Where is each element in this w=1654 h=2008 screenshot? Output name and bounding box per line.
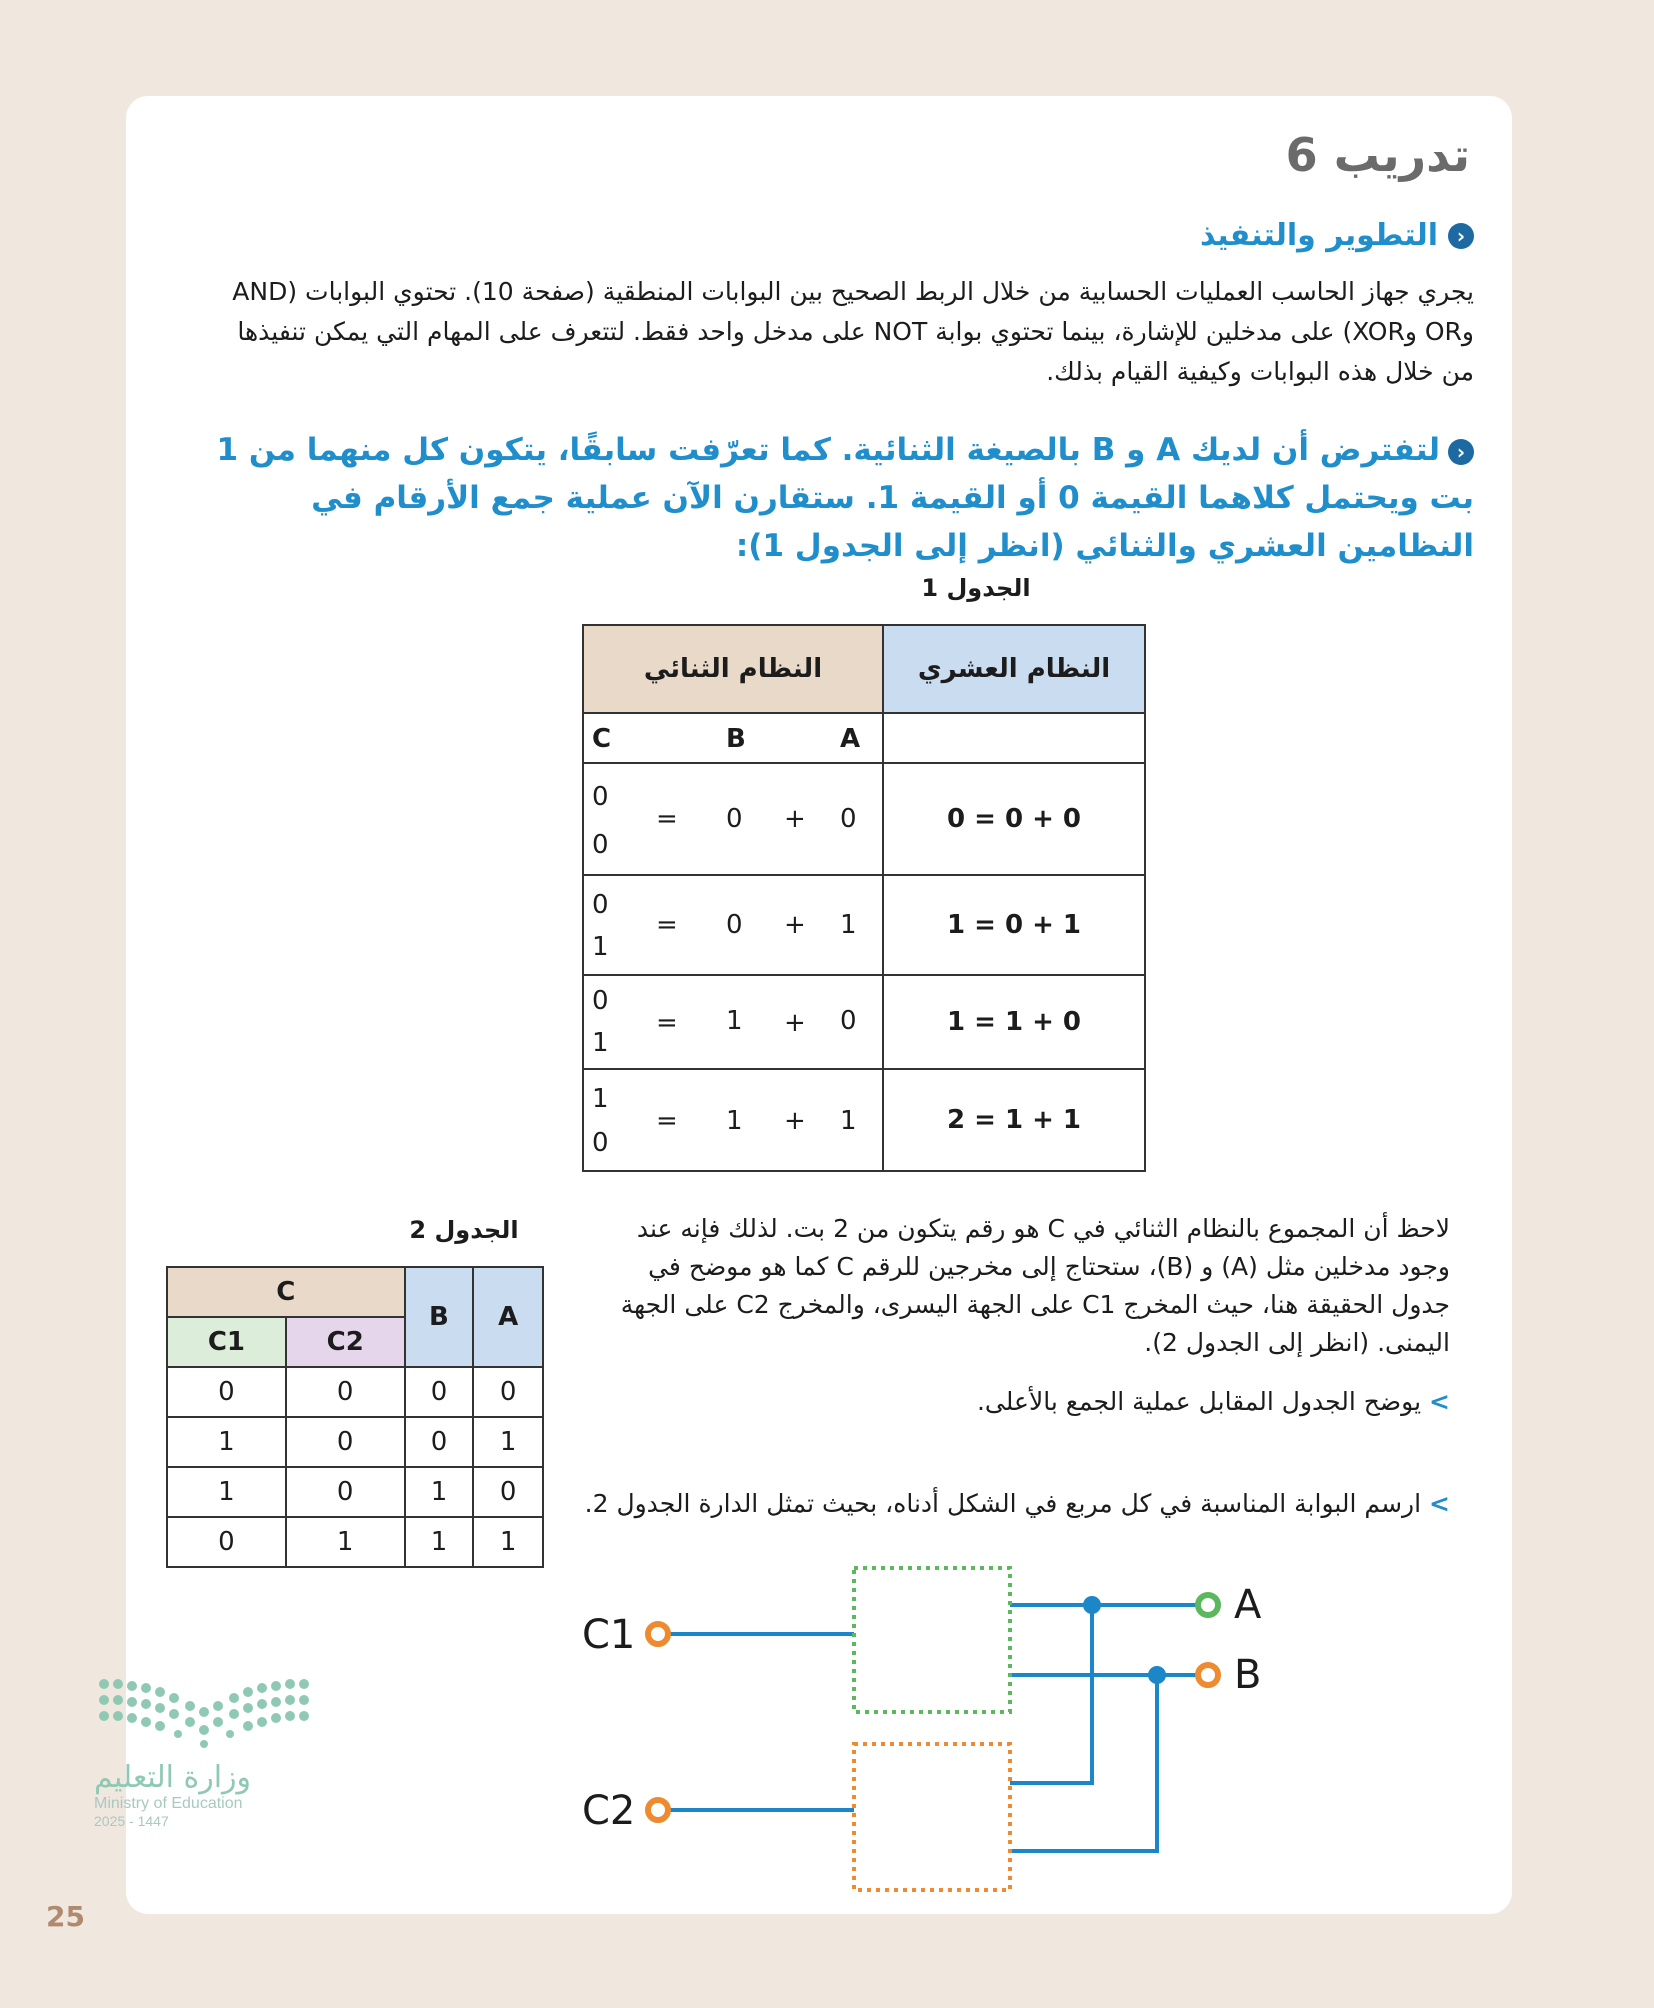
note-paragraph: لاحظ أن المجموع بالنظام الثنائي في C هو رقم يتكون من 2 بت. لذلك فإنه عند وجود مدخلين مثل (A) و (B)، ستحتاج إلى مخرجين للرقم C كما هو موضح في جدول الحقيقة هنا، حيث المخرج C1 على الجهة اليسرى، والمخرج C2 على الجهة اليمنى. (انظر إلى الجدول 2). [620, 1214, 1450, 1357]
cell-c2: 0 [286, 1367, 405, 1417]
table2-caption: الجدول 2 [409, 1216, 519, 1244]
development-heading-text: التطوير والتنفيذ [1199, 218, 1438, 253]
wire-b-to-gate2 [1010, 1675, 1157, 1851]
cell-c1: 0 [167, 1517, 286, 1567]
table1-caption: الجدول 1 [921, 574, 1031, 602]
decimal-cell: 1 = 1 + 0 [883, 975, 1145, 1069]
gate-box-c1[interactable] [854, 1568, 1010, 1712]
cell-c2: 1 [286, 1517, 405, 1567]
table2-head-a: A [473, 1267, 543, 1367]
table2-head-c2: C2 [286, 1317, 405, 1367]
bullet-marker-icon: > [1429, 1489, 1450, 1518]
cell-b: 0 [405, 1417, 474, 1467]
table2-head-c: C [167, 1267, 405, 1317]
a-value: 1 [840, 910, 857, 940]
table2-head-c1: C1 [167, 1317, 286, 1367]
ministry-english-name: Ministry of Education [94, 1795, 243, 1812]
equals-sign: = [656, 910, 678, 940]
decimal-cell: 2 = 1 + 1 [883, 1069, 1145, 1171]
ministry-logo-icon [94, 1672, 314, 1752]
table1-header-binary: النظام الثنائي [583, 625, 883, 713]
terminal-c1 [648, 1624, 668, 1644]
cell-a: 1 [473, 1517, 543, 1567]
ministry-arabic-name: وزارة التعليم [94, 1760, 252, 1795]
decimal-cell: 1 = 0 + 1 [883, 875, 1145, 975]
c-bottom: 0 [592, 1128, 609, 1158]
gate-box-c2[interactable] [854, 1744, 1010, 1890]
table1-col-a: A [840, 724, 861, 754]
c-bottom: 1 [592, 932, 609, 962]
table1-col-b: B [726, 724, 746, 754]
cell-b: 1 [405, 1467, 474, 1517]
cell-c1: 0 [167, 1367, 286, 1417]
table2-head-b: B [405, 1267, 474, 1367]
page-number: 25 [46, 1900, 85, 1933]
a-value: 1 [840, 1106, 857, 1136]
table1-header-decimal: النظام العشري [883, 625, 1145, 713]
ministry-year: 2025 - 1447 [94, 1813, 169, 1829]
cell-c2: 0 [286, 1417, 405, 1467]
b-value: 1 [726, 1106, 743, 1136]
equals-sign: = [656, 1008, 678, 1038]
junction-dot [1083, 1596, 1101, 1614]
cell-a: 0 [473, 1367, 543, 1417]
c-bottom: 1 [592, 1028, 609, 1058]
label-c2: C2 [582, 1788, 636, 1834]
a-value: 0 [840, 1006, 857, 1036]
chevron-left-icon: ‹ [1448, 439, 1474, 465]
chevron-left-icon: ‹ [1448, 223, 1474, 249]
cell-b: 1 [405, 1517, 474, 1567]
b-value: 0 [726, 804, 743, 834]
cell-a: 1 [473, 1417, 543, 1467]
bullet-text: ارسم البوابة المناسبة في كل مربع في الشكل أدناه، بحيث تمثل الدارة الجدول 2. [584, 1489, 1422, 1518]
c-top: 0 [592, 782, 609, 812]
page-title: تدريب 6 [1285, 128, 1470, 182]
terminal-c2 [648, 1800, 668, 1820]
assume-text: لتفترض أن لديك A و B بالصيغة الثنائية. كما تعرّفت سابقًا، يتكون كل منهما من 1 بت ويحتمل كلاهما القيمة 0 أو القيمة 1. ستقارن الآن عملية جمع الأرقام في النظامين العشري والثنائي (انظر إلى الجدول 1): [216, 432, 1474, 564]
bullet-text: يوضح الجدول المقابل عملية الجمع بالأعلى. [976, 1387, 1422, 1416]
c-top: 1 [592, 1084, 609, 1114]
table1-col-c: C [592, 724, 612, 754]
development-paragraph: يجري جهاز الحاسب العمليات الحسابية من خلال الربط الصحيح بين البوابات المنطقية (صفحة 10). تحتوي البوابات (AND وOR وXOR) على مدخلين للإشارة، بينما تحتوي بوابة NOT على مدخل واحد فقط. لتتعرف على المهام التي يمكن تنفيذها من خلال هذه البوابات وكيفية القيام بذلك. [232, 277, 1474, 386]
ministry-logo [94, 1672, 334, 1829]
a-value: 0 [840, 804, 857, 834]
cell-b: 0 [405, 1367, 474, 1417]
c-bottom: 0 [592, 830, 609, 860]
decimal-cell: 0 = 0 + 0 [883, 763, 1145, 875]
c-top: 0 [592, 986, 609, 1016]
cell-c1: 1 [167, 1467, 286, 1517]
label-b: B [1234, 1652, 1262, 1698]
b-value: 0 [726, 910, 743, 940]
cell-a: 0 [473, 1467, 543, 1517]
c-top: 0 [592, 890, 609, 920]
b-value: 1 [726, 1006, 743, 1036]
equals-sign: = [656, 804, 678, 834]
equals-sign: = [656, 1106, 678, 1136]
terminal-b [1198, 1665, 1218, 1685]
label-c1: C1 [582, 1612, 636, 1658]
cell-c1: 1 [167, 1417, 286, 1467]
wire-a-to-gate2 [1010, 1605, 1092, 1783]
terminal-a [1198, 1595, 1218, 1615]
plus-sign: + [784, 1008, 806, 1038]
cell-c2: 0 [286, 1467, 405, 1517]
junction-dot [1148, 1666, 1166, 1684]
label-a: A [1234, 1582, 1262, 1628]
bullet-marker-icon: > [1429, 1387, 1450, 1416]
plus-sign: + [784, 1106, 806, 1136]
plus-sign: + [784, 804, 806, 834]
plus-sign: + [784, 910, 806, 940]
